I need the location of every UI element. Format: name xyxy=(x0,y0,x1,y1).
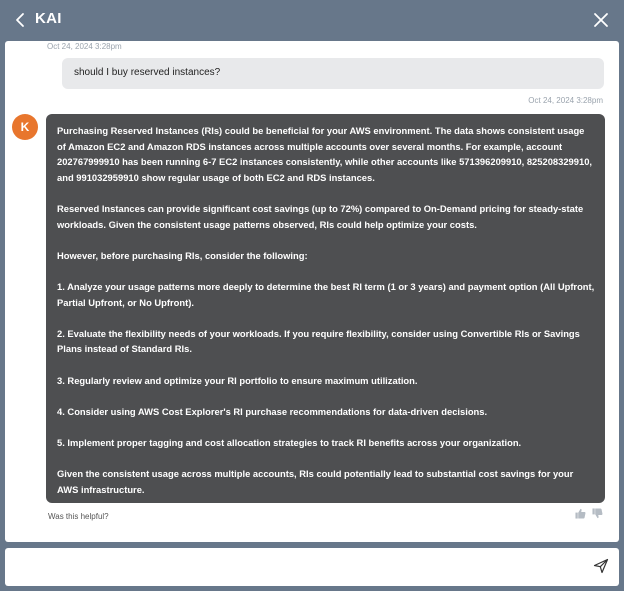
bot-paragraph: 2. Evaluate the flexibility needs of your workloads. If you require flexibility, consider using Convertible RIs or Savings Plans instead of Standard RIs. xyxy=(57,327,580,355)
avatar-letter: K xyxy=(20,120,30,134)
feedback-buttons xyxy=(575,508,603,519)
bot-paragraph: Given the consistent usage across multiple accounts, RIs could potentially lead to substantial cost savings for your AWS infrastructure. xyxy=(57,468,574,495)
bot-message-bubble xyxy=(46,114,605,503)
message-input-bar xyxy=(5,548,619,586)
bot-avatar xyxy=(12,114,38,140)
message-input[interactable] xyxy=(15,554,575,580)
thumbs-down-icon[interactable] xyxy=(592,508,603,519)
feedback-prompt: Was this helpful? xyxy=(48,512,109,521)
send-icon[interactable] xyxy=(593,558,609,574)
bot-paragraph: 5. Implement proper tagging and cost allocation strategies to track RI benefits across your organization. xyxy=(57,436,522,448)
bot-paragraph: 1. Analyze your usage patterns more deeply to determine the best RI term (1 or 3 years) and payment option (All Upfront, Partial Upfront, or No Upfront). xyxy=(57,280,595,308)
chat-title: KAI xyxy=(35,10,62,27)
thumbs-up-icon[interactable] xyxy=(575,508,586,519)
user-message-timestamp: Oct 24, 2024 3:28pm xyxy=(47,42,122,51)
user-message-bubble xyxy=(62,58,604,89)
chat-header xyxy=(0,0,624,41)
bot-paragraph: Purchasing Reserved Instances (RIs) could be beneficial for your AWS environment. The data shows consistent usage of Amazon EC2 and Amazon RDS instances across multiple accounts over several months. For example, account 202767999910 has been running 6-7 EC2 instances consistently, while other accounts like 571396209910, 825208329910, and 991032959910 show regular usage of both EC2 and RDS instances. xyxy=(57,125,593,183)
bot-message-timestamp: Oct 24, 2024 3:28pm xyxy=(528,96,603,105)
close-icon[interactable] xyxy=(592,11,610,29)
bot-paragraph: 4. Consider using AWS Cost Explorer's RI purchase recommendations for data-driven decisions. xyxy=(57,405,488,417)
user-message-text: should I buy reserved instances? xyxy=(74,67,221,78)
chat-panel[interactable] xyxy=(5,41,619,542)
chevron-left-icon[interactable] xyxy=(12,11,30,29)
bot-paragraph: 3. Regularly review and optimize your RI portfolio to ensure maximum utilization. xyxy=(57,374,418,386)
bot-paragraph: Reserved Instances can provide significant cost savings (up to 72%) compared to On-Demand pricing for steady-state workloads. Given the consistent usage patterns observed, RIs could help optimize your costs. xyxy=(57,202,584,230)
bot-paragraph: However, before purchasing RIs, consider the following: xyxy=(57,249,308,261)
